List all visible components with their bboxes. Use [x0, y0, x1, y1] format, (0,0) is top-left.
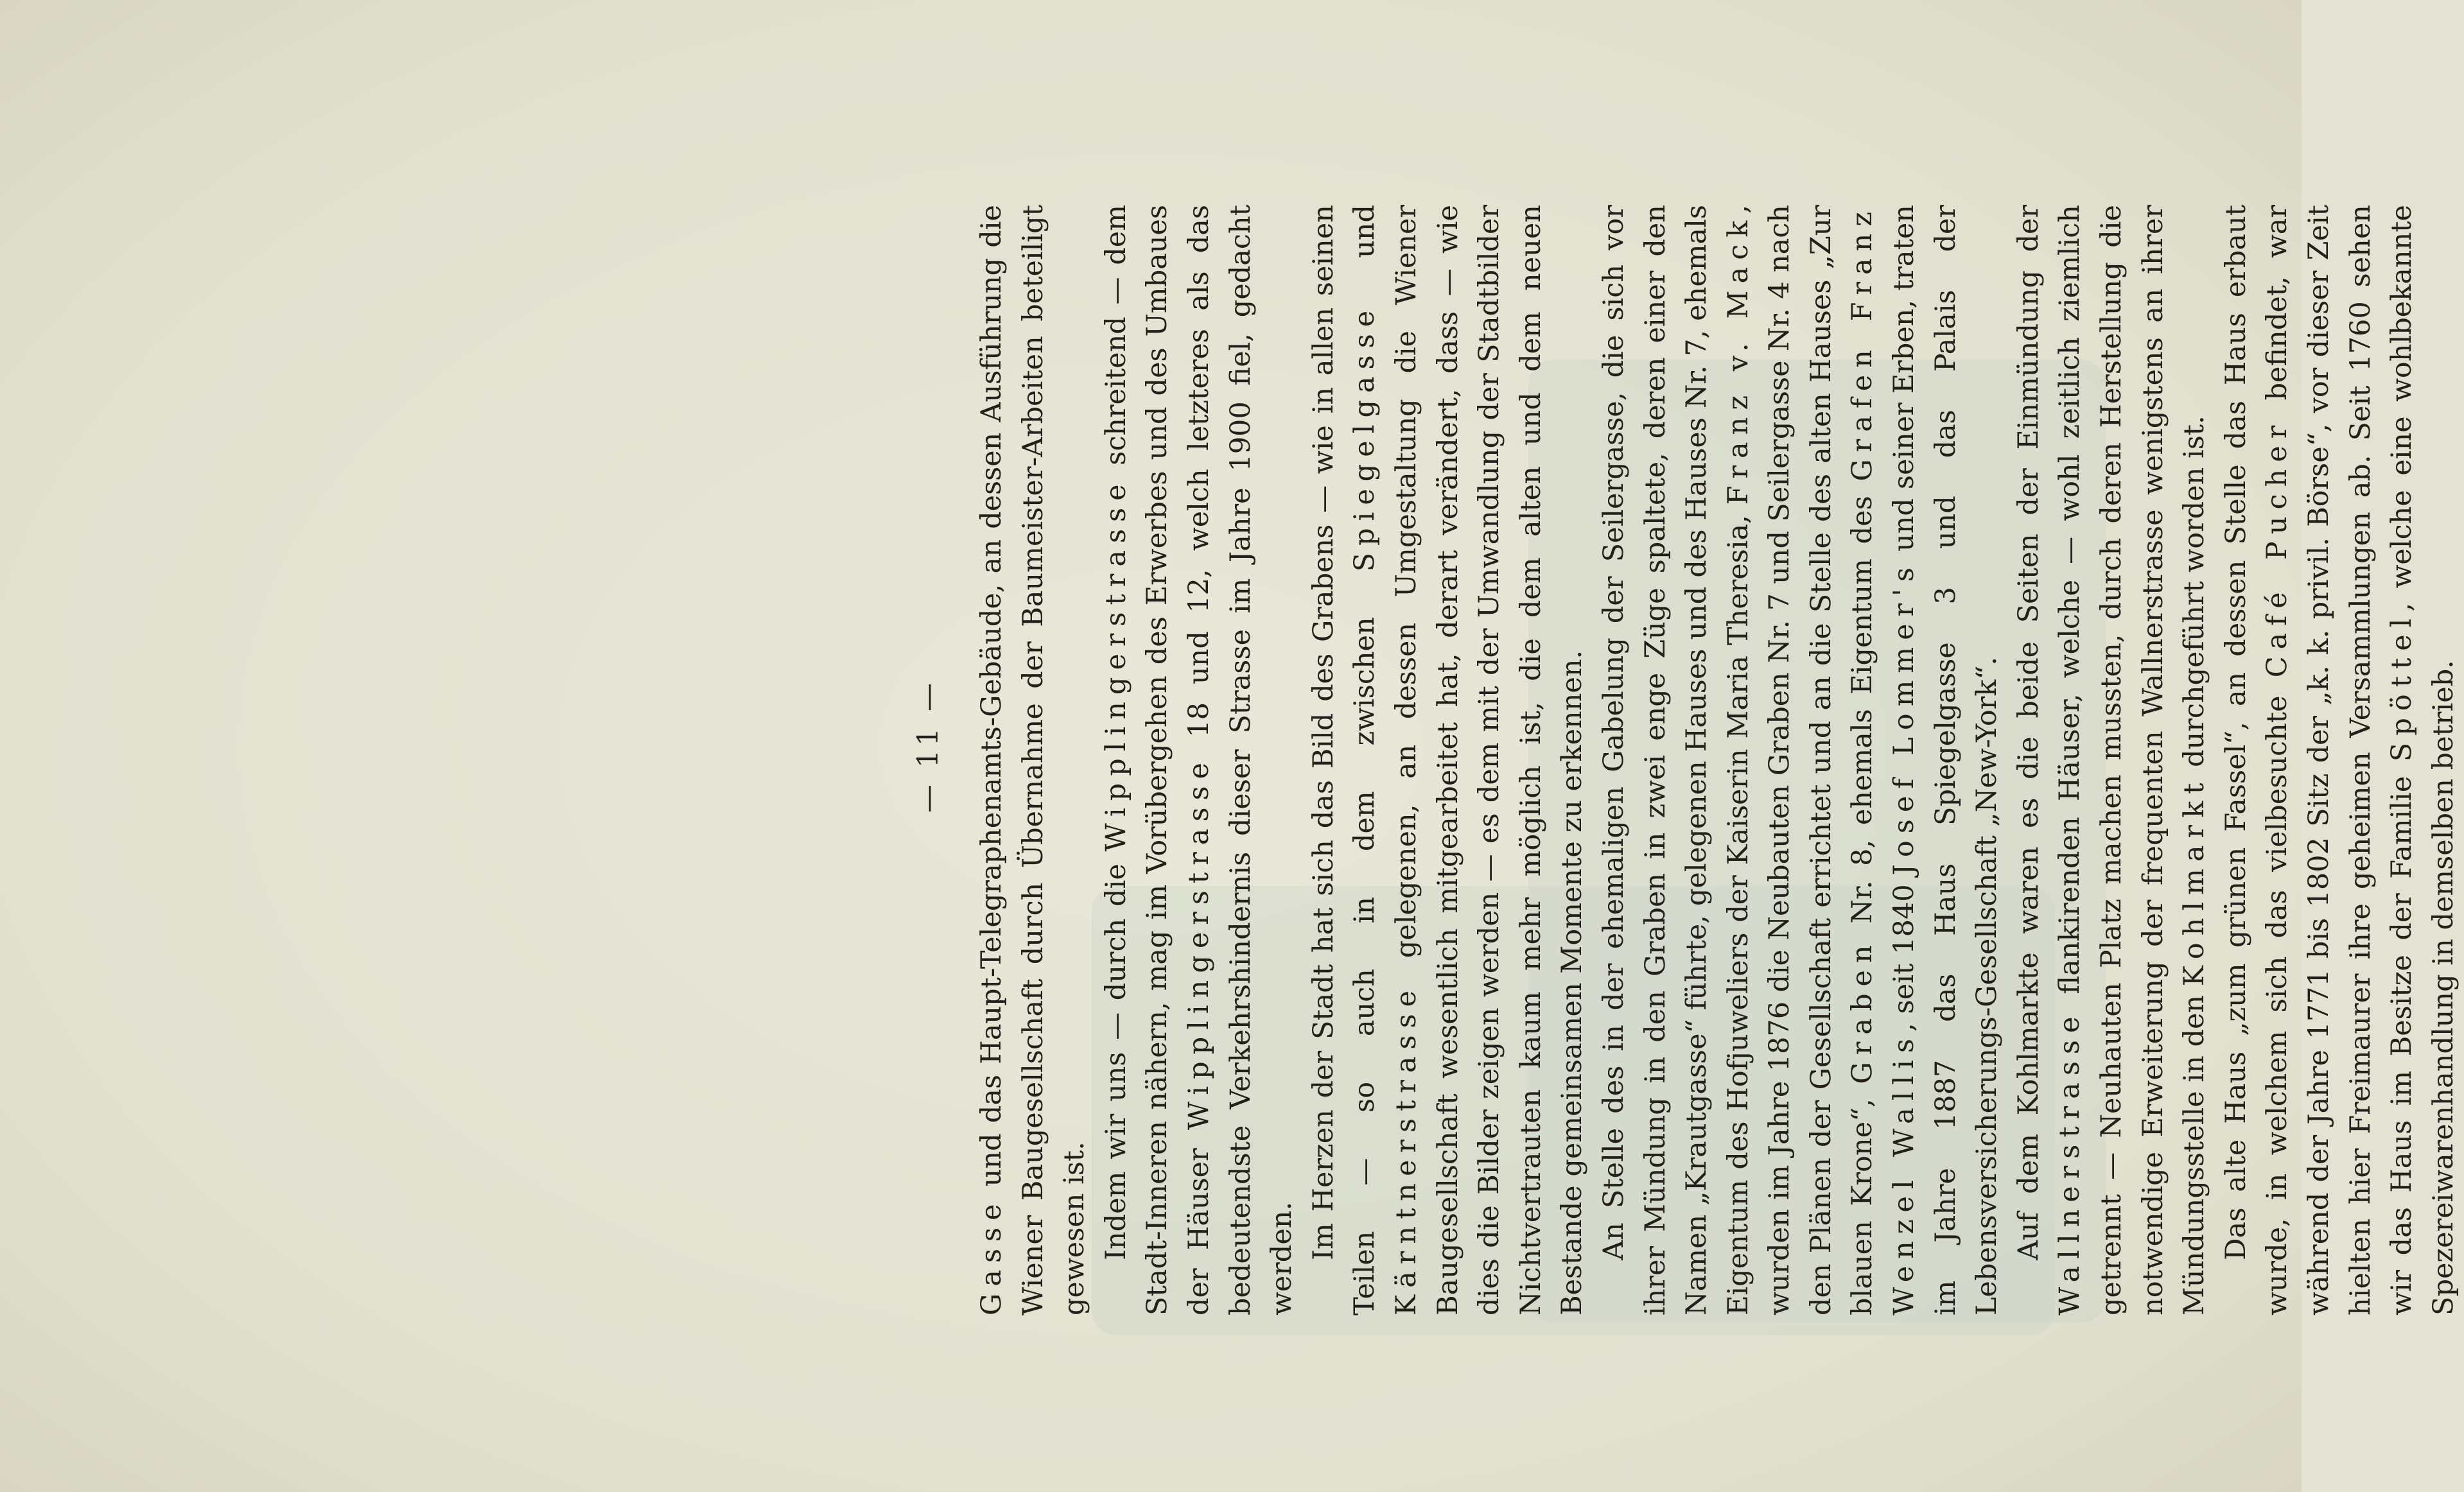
- text-run: und: [1349, 205, 1381, 304]
- text-run: und seiner Erben, traten im Jahre 1887 das Haus Spiegelgasse 3 und das Palais der Lebensversicherungs-Gesellschaft „New-York“.: [1888, 205, 2004, 1315]
- text-run: Nr. 8, ehemals Eigentum des: [1846, 481, 1879, 939]
- spaced-emphasis: Josef Lommer's: [1888, 560, 1921, 876]
- spaced-emphasis: Spöttel: [2386, 611, 2418, 762]
- spaced-emphasis: Gasse: [975, 1197, 1008, 1315]
- text-run: Auf dem Kohlmarkte waren es die beide Seiten der Einmündung der: [2012, 205, 2045, 1260]
- text-run: , welche eine wohlbekannte Spezereiwarenhandlung in demselben betrieb.: [2386, 205, 2460, 1315]
- paragraph: [1593, 205, 2008, 1315]
- text-run: gelegenen, an dessen Umgestaltung die Wiener Baugesellschaft wesentlich mitgearbeitet hat, derart verändert, dass — wie dies die Bilder zeigen werden — es dem mit der Umwandlung der Stadtbilder Nichtvertrauten kaum mehr möglich ist, die dem alten und dem neuen Bestande gemeinsamen Momente zu erkennen.: [1390, 205, 1589, 1315]
- spaced-emphasis: Kärntnerstrasse: [1390, 983, 1422, 1315]
- body-text: [971, 205, 2464, 1315]
- spaced-emphasis: Graben: [1846, 938, 1879, 1084]
- spaced-emphasis: Kohlmarkt: [2178, 776, 2211, 987]
- text-run: Im Herzen der Stadt hat sich das Bild des Grabens — wie in allen seinen Teilen — so auch in dem zwischen: [1307, 205, 1381, 1315]
- spaced-emphasis: Wallnerstrasse: [2054, 1009, 2086, 1315]
- spaced-emphasis: Grafen Franz Wenzel Wallis: [1846, 205, 1921, 1315]
- page-number: — 11 —: [912, 679, 945, 813]
- text-run: Indem wir uns — durch die: [1099, 851, 1132, 1260]
- paragraph: [1303, 205, 1593, 1315]
- text-run: Das alte Haus „zum grünen Fassel“, an dessen Stelle das Haus erbaut wurde, in welchem sich das vielbesuchte: [2219, 205, 2294, 1315]
- spaced-emphasis: Franz v. Mack: [1722, 213, 1754, 505]
- paragraph: [2215, 205, 2464, 1315]
- text-run: durchgeführt worden ist.: [2178, 415, 2211, 776]
- text-run: flankirenden Häuser, welche — wohl zeitlich ziemlich getrennt — Neuhauten Platz machen mussten, durch deren Herstellung die notwendige Erweiterung der frequenten Wallnerstrasse wenigstens an ihrer Mündungsstelle in den: [2054, 205, 2211, 1315]
- text-run: befindet, war während der Jahre 1771 bis 1802 Sitz der „k. k. privil. Börse“, vor dieser Zeit hielten hier Freimaurer ihre geheimen Versammlungen ab. Seit 1760 sehen wir das Haus im Besitze der Familie: [2261, 205, 2418, 1315]
- text-run: und das Haupt-Telegraphenamts-Gebäude, an dessen Ausführung die Wiener Baugesellschaft durch Übernahme der Baumeister-Arbeiten beteiligt gewesen ist.: [975, 205, 1091, 1315]
- text-run: , wurden im Jahre 1876 die Neubauten Graben Nr. 7 und Seilergasse Nr. 4 nach den Plänen der Gesellschaft errichtet und an die Stelle des alten Hauses „Zur blauen Krone“,: [1722, 205, 1879, 1315]
- text-run: An Stelle des in der ehemaligen Gabelung der Seilergasse, die sich vor ihrer Mündung in den Graben in zwei enge Züge spaltete, deren einer den Namen „Krautgasse“ führte, gelegenen Hauses und des Hauses Nr. 7, ehemals Eigentum des Hofjuweliers der Kaiserin Maria Theresia,: [1597, 205, 1754, 1315]
- spaced-emphasis: Wipplingerstrasse: [1099, 477, 1132, 852]
- spaced-emphasis: Café Pucher: [2261, 418, 2294, 678]
- text-run: , seit 1840: [1888, 875, 1921, 1032]
- spaced-emphasis: Spiegelgasse: [1349, 303, 1381, 572]
- paragraph: [971, 205, 1096, 1315]
- paragraph: [1096, 205, 1303, 1315]
- paragraph: [2008, 205, 2215, 1315]
- text-run: 18 und 12, welch letzteres als das bedeutendste Verkehrshindernis dieser Strasse im Jahre 1900 fiel, gedacht werden.: [1182, 204, 1298, 1315]
- spaced-emphasis: Wipplingerstrasse: [1182, 756, 1215, 1131]
- text-run: schreitend — dem Stadt-Inneren nähern, mag im Vorübergehen des Erwerbes und des Umbaues der Häuser: [1099, 205, 1215, 1315]
